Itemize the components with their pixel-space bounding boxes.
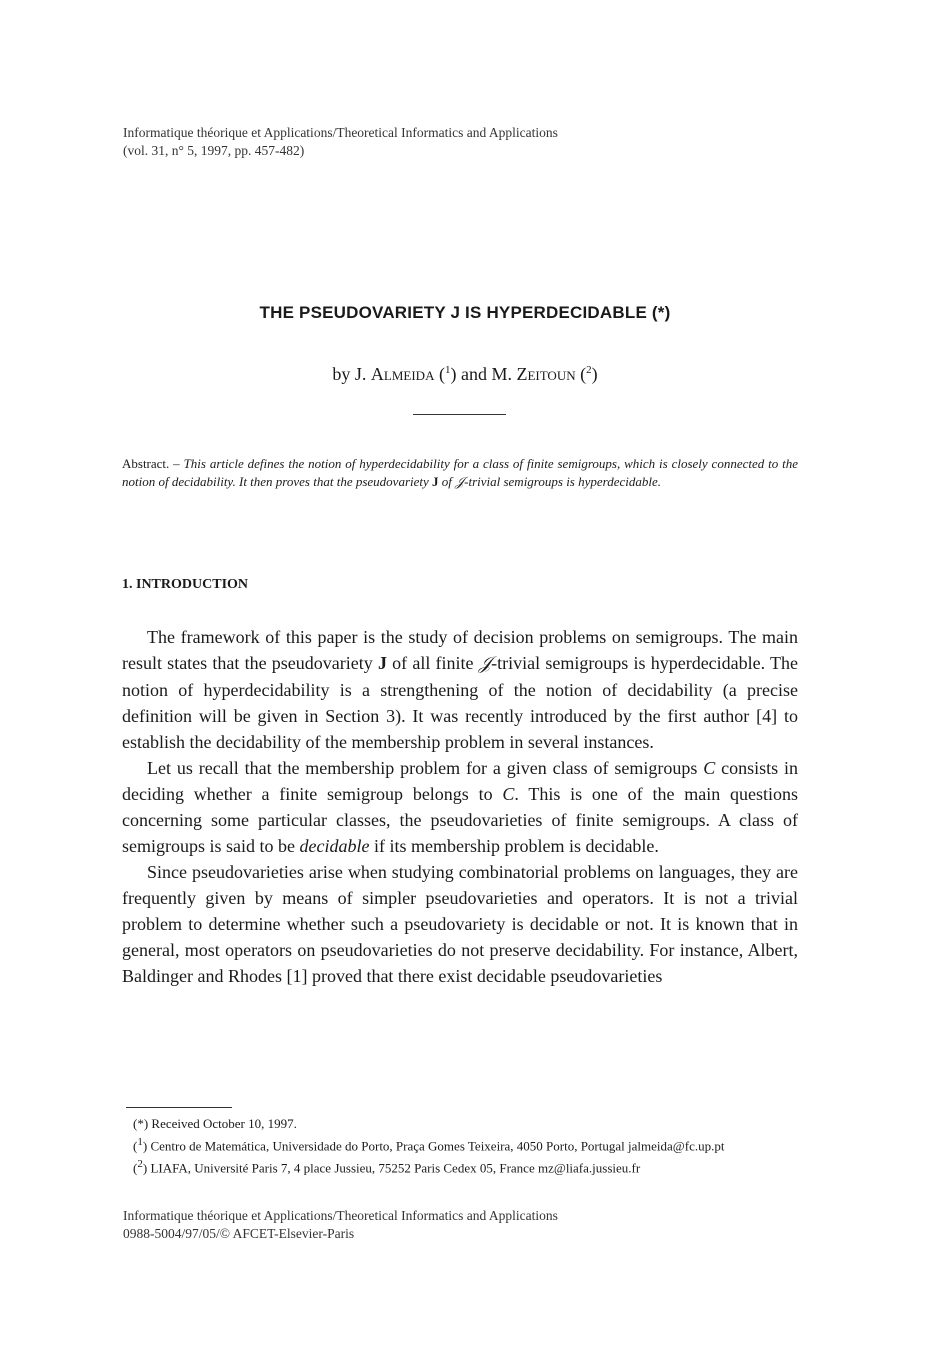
author-and: and M. [460,364,512,384]
paragraph-1-text-b: of all finite [392,653,474,673]
abstract-text-3: -trivial semigroups is hyperdecidable. [464,474,662,489]
paragraph-2-text-a: Let us recall that the membership problem for a given class of semigroups [147,758,698,778]
author-2-footnote-ref: 2 [586,364,592,376]
paragraph-2-text-c: . This is one of the main questions concerning some particular classes, the pseudovarieties of finite semigroups. A class of semigroups is said to be [122,784,798,856]
section-heading [122,577,248,593]
footnote-divider [126,1107,232,1108]
abstract [122,455,798,491]
title-divider [413,414,506,415]
paragraph-2-emphasis: decidable [299,836,370,856]
paragraph-2-symbol-c-1: C [703,758,716,778]
body-text [122,624,798,989]
author-1-name: Almeida [370,364,435,384]
footnote-1-mark: 1 [137,1136,143,1148]
abstract-text-2: of [441,474,452,489]
paragraph-1 [122,624,798,755]
paragraph-2-text-b: consists in deciding whether a finite semigroup belongs to [122,758,798,804]
abstract-label: Abstract. – [122,456,180,471]
paragraph-1-symbol-j: J [377,653,387,673]
page-footer [123,1207,558,1243]
paragraph-1-text-a: The framework of this paper is the study of decision problems on semigroups. The main result states that the pseudovariety [122,627,798,673]
paragraph-2-text-d: if its membership problem is decidable. [373,836,659,856]
journal-header [123,124,558,160]
paper-title: THE PSEUDOVARIETY J IS HYPERDECIDABLE (*) [259,303,671,322]
author-line: by J. Almeida ($^1$) and M. Zeitoun ($^2$) [332,364,598,384]
footnote-1-text: Centro de Matemática, Universidade do Porto, Praça Gomes Teixeira, 4050 Porto, Portugal jalmeida@fc.up.pt [150,1138,725,1154]
author-2-name: Zeitoun [516,364,576,384]
footnote-2-mark: 2 [137,1158,143,1171]
footnote-2: ($^2$) LIAFA, Université Paris 7, 4 place Jussieu, 75252 Paris Cedex 05, France mz@liafa.jussieu.fr [133,1158,641,1176]
author-by: by J. [332,364,367,384]
paragraph-3: Since pseudovarieties arise when studying combinatorial problems on languages, they are frequently given by means of simpler pseudovarieties and operators. It is not a trivial problem to determine whether such a pseudovariety is decidable or not. It is known that in general, most operators on pseudovarieties do not preserve decidability. For instance, Albert, Baldinger and Rhodes [1] proved that there exist decidable pseudovarieties [122,862,798,986]
footer-issn: 0988-5004/97/05/© AFCET-Elsevier-Paris [123,1226,355,1241]
footnote-received: (*) Received October 10, 1997. [133,1116,297,1131]
journal-name: Informatique théorique et Applications/Theoretical Informatics and Applications [123,125,558,140]
paragraph-1-text-c: -trivial semigroups is hyperdecidable. The notion of hyperdecidability is a strengthening of the notion of decidability (a precise definition will be given in Section 3). It was recently introduced by the first author [4] to establish the decidability of the membership problem in several instances. [122,653,799,752]
author-1-footnote-ref: 1 [444,364,451,376]
footnote-2-text: LIAFA, Université Paris 7, 4 place Jussieu, 75252 Paris Cedex 05, France mz@liafa.jussieu.fr [150,1160,641,1176]
paragraph-2 [122,755,798,859]
abstract-symbol-script-j: 𝒥 [455,474,465,489]
footnote-1: ($^1$) Centro de Matemática, Universidade do Porto, Praça Gomes Teixeira, 4050 Porto, Portugal jalmeida@fc.up.pt [133,1136,725,1154]
footer-journal: Informatique théorique et Applications/Theoretical Informatics and Applications [123,1208,558,1223]
footnotes [123,1114,801,1178]
paragraph-2-symbol-c-2: C [502,784,515,804]
journal-volume: (vol. 31, n° 5, 1997, pp. 457-482) [123,143,305,158]
section-number: 1. [122,577,133,592]
abstract-text-1: This article defines the notion of hyperdecidability for a class of finite semigroups, which is closely connected to the notion of decidability. It then proves that the pseudovariety [122,456,799,489]
section-title: INTRODUCTION [136,577,249,592]
paragraph-1-symbol-script-j: 𝒥 [478,653,492,674]
abstract-symbol-j: J [432,474,439,489]
